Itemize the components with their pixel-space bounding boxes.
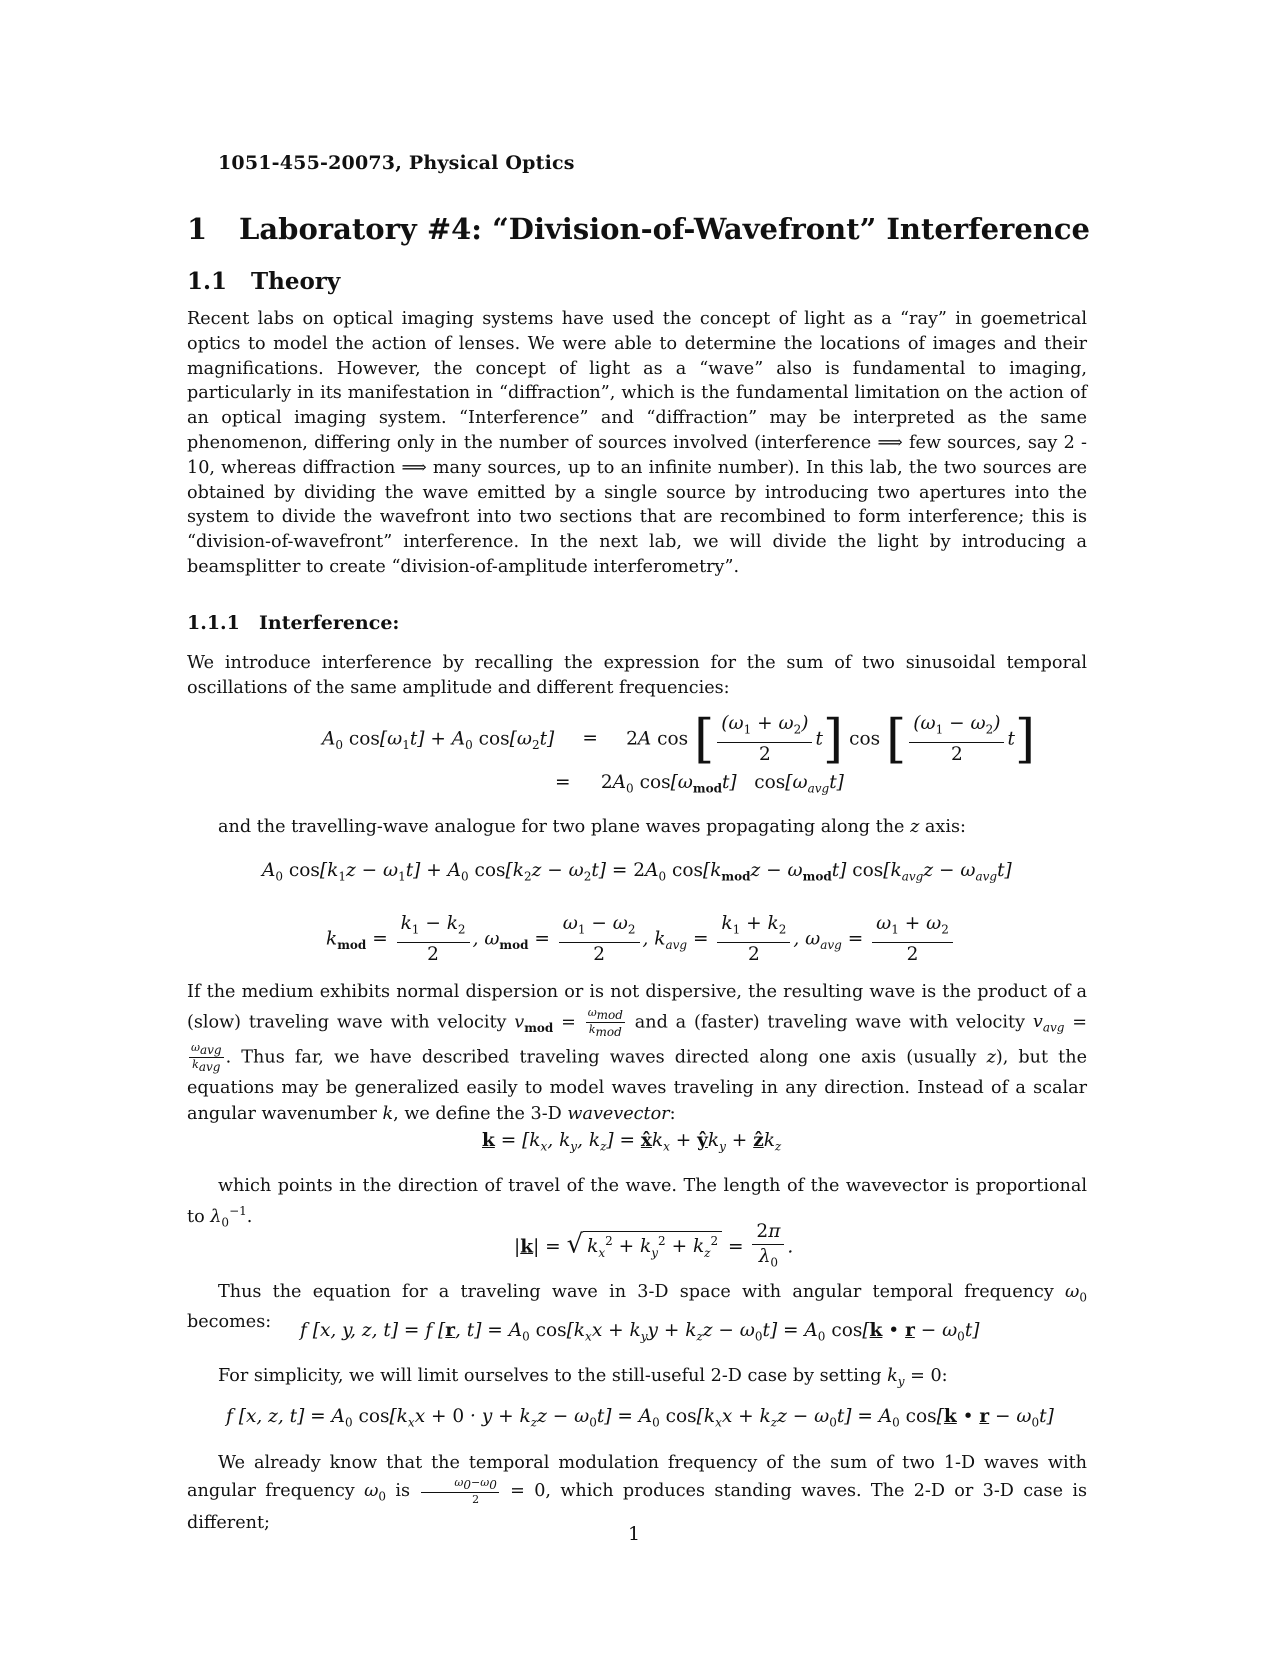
equation-2d-traveling-wave: f [x, z, $t] = A_0$ $\cos[k_xx + 0 \cdot y + k_zz - \omega_0t] = A_0$ $\cos[k_xx + k_zz - \omega_0t] = A_0$ cos[k • $r - \omega_0t$] <box>226 1406 1054 1430</box>
subsubsection-heading <box>187 612 399 634</box>
section-number: 1 <box>187 212 208 246</box>
equation-travelling-waves: $A_0$ $\cos[k_1z - \omega_1t] + A_0$ $\cos[k_2z - \omega_2t] = 2A_0$ $\cos[k_{mod}z - \omega_{mod}t] \cos[k_{avg}z - \omega_{avg}t]$ <box>262 860 1012 884</box>
travelling-wave-paragraph: and the travelling-wave analogue for two plane waves propagating along the z axis: <box>218 817 966 837</box>
equation-modulation-form: = $2A_0$ $\cos[\omega_{mod}t]$ $\cos[\omega_{avg}t]$ <box>555 772 844 796</box>
direction-paragraph: which points in the direction of travel of the wave. The length of the wavevector is proportional to $\lambda_0^{-1}$. <box>187 1176 1087 1230</box>
interference-intro-paragraph: We introduce interference by recalling the expression for the sum of two sinusoidal temporal oscillations of the same amplitude and different frequencies: <box>187 653 1087 698</box>
equation-sum-of-oscillations: $A_0$ $\cos[\omega_1t] + A_0$ $\cos[\omega_2t] = 2A$ cos [ $\frac{(\omega_1 + \omega_2)}{2}$ t] cos [ $\frac{(\omega_1 - \omega_2)}{2}$ t] <box>322 709 1036 770</box>
subsection-title: Theory <box>251 268 341 295</box>
subsubsection-number: 1.1.1 <box>187 612 240 634</box>
subsection-number: 1.1 <box>187 268 228 295</box>
equation-definitions: $k_{mod}$ = $\frac{k_1 - k_2}{2}$ , $\omega_{mod}$ = $\frac{\omega_1 - \omega_2}{2}$ , $k_{avg}$ = $\frac{k_1 + k_2}{2}$ , $\omega_{avg}$ = $\frac{\omega_1 + \omega_2}{2}$ <box>326 912 956 967</box>
simplicity-paragraph: For simplicity, we will limit ourselves to the still-useful 2-D case by setting $k_y = 0$: <box>218 1366 948 1389</box>
already-know-paragraph: We already know that the temporal modulation frequency of the sum of two 1-D waves with angular frequency $\omega_0$ is $\frac{\omega_0-\omega_0}{2}$ = 0, which produces standing waves. The 2-D or 3-D case is different; <box>187 1453 1087 1533</box>
equation-wavevector-magnitude: |k| = √ $k_x^2 + k_y^2 + k_z^2$ = $\frac{2\pi}{\lambda_0}$ . <box>514 1220 793 1275</box>
equation-3d-traveling-wave: f [x, y, z, t] = f [r, $t] = A_0$ $\cos[k_xx + k_yy + k_zz - \omega_0t] = A_0$ cos[k • $r - \omega_0t$] <box>300 1320 980 1344</box>
section-heading <box>187 212 1090 246</box>
thus-paragraph: Thus the equation for a traveling wave in 3-D space with angular temporal frequency $\omega_0$ becomes: <box>187 1282 1087 1333</box>
subsubsection-title: Interference: <box>259 612 400 634</box>
subsection-heading <box>187 268 340 295</box>
dispersion-paragraph: If the medium exhibits normal dispersion or is not dispersive, the resulting wave is the product of a (slow) traveling wave with velocity $v_{mod}$ = $\omega_{mod}$ $k_{mod}$ and a (faster) traveling wave with velocity $v_{avg}$ = $\omega_{avg}$ $k_{avg}$ . Thus far, we have described traveling waves directed along one axis (usually z), but the equations may be generalized easily to model waves traveling in any direction. Instead of a scalar angular wavenumber k, we define the 3-D wavevector: <box>187 982 1087 1125</box>
intro-paragraph: Recent labs on optical imaging systems have used the concept of light as a “ray” in goemetrical optics to model the action of lenses. We were able to determine the locations of images and their magnifications. However, the concept of light as a “wave” also is fundamental to imaging, particularly in its manifestation in “diffraction”, which is the fundamental limitation on the action of an optical imaging system. “Interference” and “diffraction” may be interpreted as the same phenomenon, differing only in the number of sources involved (interference ⟹ few sources, say 2 - 10, whereas diffraction ⟹ many sources, up to an infinite number). In this lab, the two sources are obtained by dividing the wave emitted by a single source by introducing two apertures into the system to divide the wavefront into two sections that are recombined to form interference; this is “division-of-wavefront” interference. In the next lab, we will divide the light by introducing a beamsplitter to create “division-of-amplitude interferometry”. <box>187 309 1087 577</box>
equation-wavevector: $k = [k_x$, $k_y$, $k_z$] = $x̂k_x$ + $ŷk_y$ + ẑk$_z$ <box>482 1130 782 1154</box>
section-title: Laboratory #4: “Division-of-Wavefront” Interference <box>239 212 1090 246</box>
course-header: 1051-455-20073, Physical Optics <box>218 152 575 174</box>
page-number: 1 <box>628 1523 641 1545</box>
